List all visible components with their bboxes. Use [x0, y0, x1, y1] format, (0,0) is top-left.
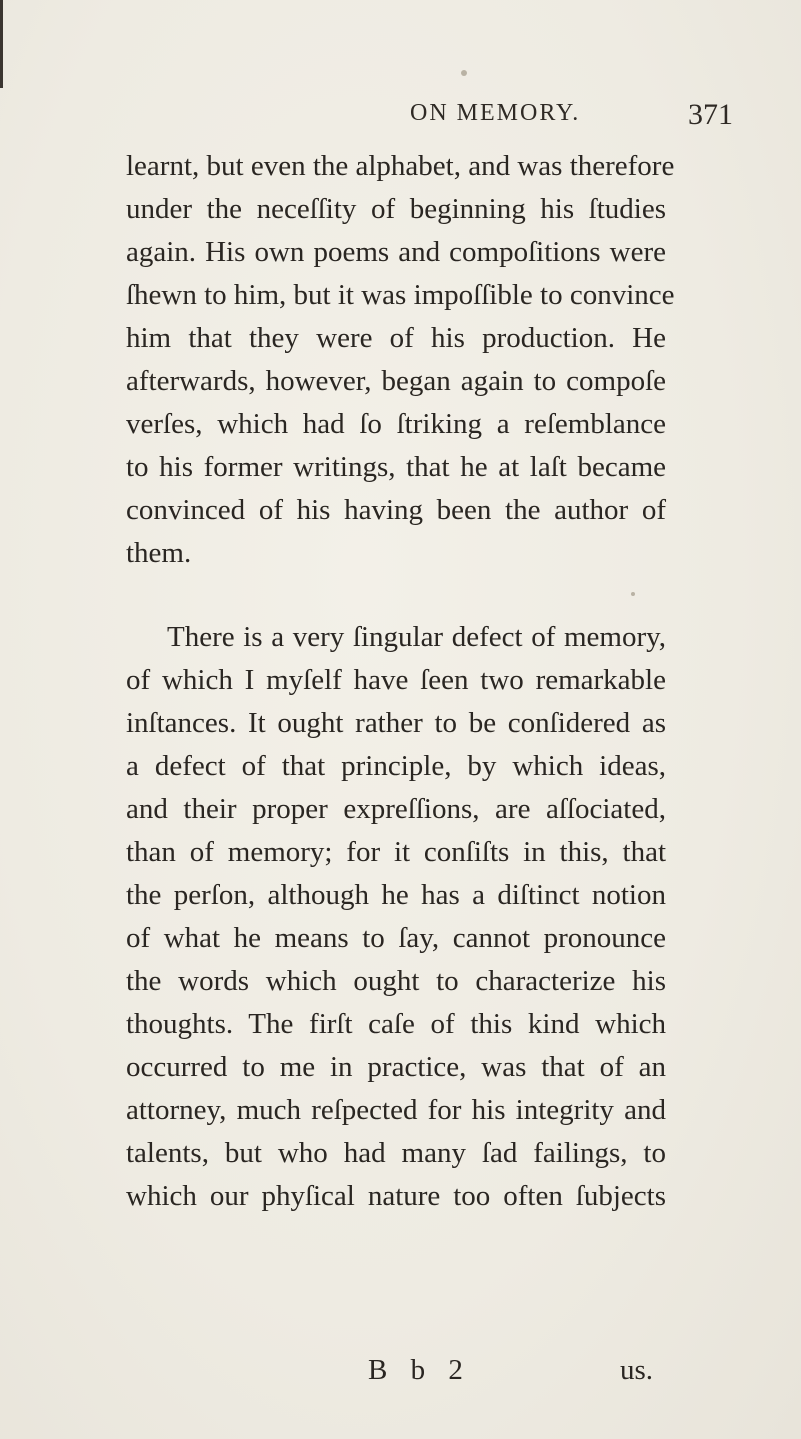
text-line: of which I myſelf have ſeen two remarkable: [126, 664, 666, 696]
paragraph-first-line: There is a very ſingular defect of memory,: [167, 621, 666, 653]
text-line: talents, but who had many ſad failings, to: [126, 1137, 666, 1169]
text-line: learnt, but even the alphabet, and was therefore: [126, 150, 675, 182]
page-header: [0, 96, 801, 146]
text-line: under the neceſſity of beginning his ſtudies: [126, 193, 666, 225]
page-number: 371: [688, 98, 733, 131]
text-line: to his former writings, that he at laſt became: [126, 451, 666, 483]
ink-speck: [631, 592, 635, 596]
signature-mark: B b 2: [368, 1354, 471, 1386]
text-line: inſtances. It ought rather to be conſidered as: [126, 707, 666, 739]
text-line: thoughts. The firſt caſe of this kind which: [126, 1008, 666, 1040]
running-title: ON MEMORY.: [410, 100, 581, 126]
text-line: the perſon, although he has a diſtinct notion: [126, 879, 666, 911]
text-line: convinced of his having been the author of: [126, 494, 666, 526]
text-line: afterwards, however, began again to compoſe: [126, 365, 666, 397]
text-line: again. His own poems and compoſitions were: [126, 236, 666, 268]
ink-speck: [461, 70, 467, 76]
text-line: which our phyſical nature too often ſubjects: [126, 1180, 666, 1212]
text-line: ſhewn to him, but it was impoſſible to convince: [126, 279, 675, 311]
text-line: of what he means to ſay, cannot pronounce: [126, 922, 666, 954]
text-line: than of memory; for it conſiſts in this, that: [126, 836, 666, 868]
text-line: verſes, which had ſo ſtriking a reſemblance: [126, 408, 666, 440]
catchword: us.: [620, 1354, 654, 1386]
text-line: him that they were of his production. He: [126, 322, 666, 354]
page-edge-mark: [0, 0, 3, 88]
text-line: attorney, much reſpected for his integrity and: [126, 1094, 666, 1126]
text-line: them.: [126, 537, 192, 569]
text-line: and their proper expreſſions, are aſſociated,: [126, 793, 666, 825]
text-line: the words which ought to characterize his: [126, 965, 666, 997]
text-line: a defect of that principle, by which ideas,: [126, 750, 666, 782]
text-line: occurred to me in practice, was that of an: [126, 1051, 666, 1083]
page-footer: [0, 1354, 801, 1394]
